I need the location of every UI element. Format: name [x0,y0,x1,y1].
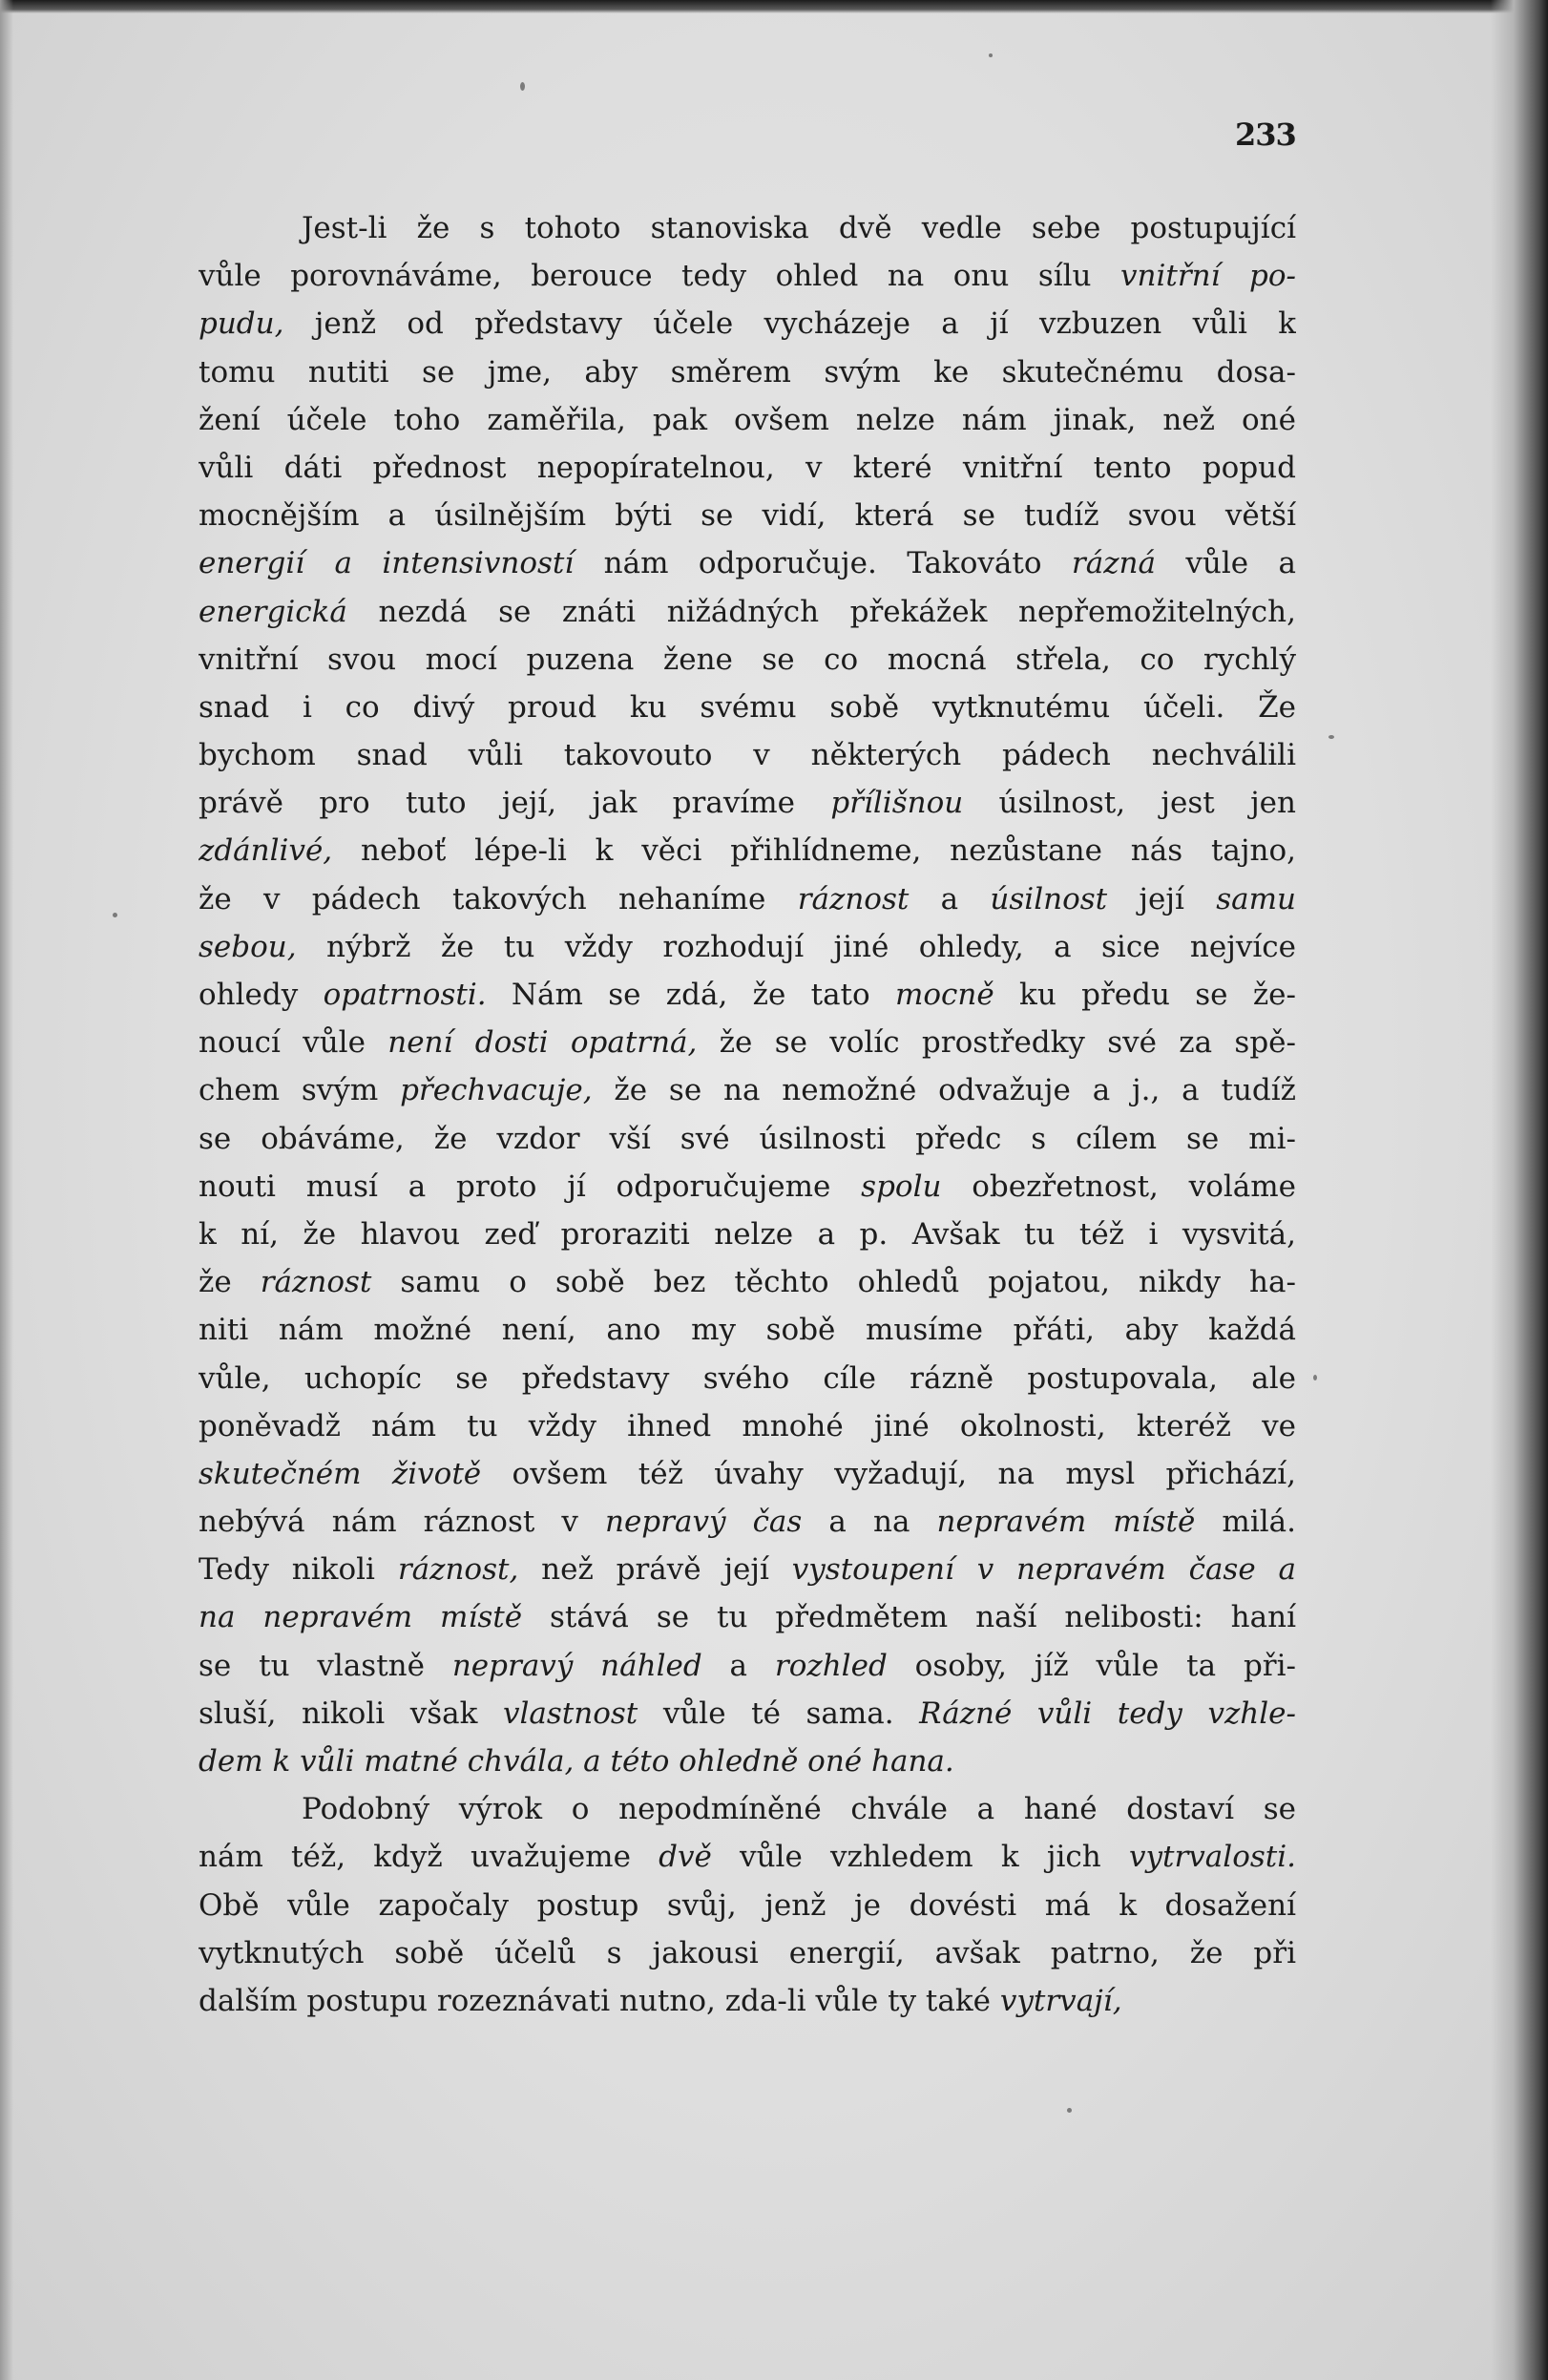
text-line [199,588,1296,636]
text-line [199,1690,1296,1738]
text-segment: bychom snad vůli takovouto v některých pádech nechválili [199,738,1296,773]
text-line [199,204,1296,252]
text-segment: vůle a [1156,546,1296,581]
text-line [199,1546,1296,1593]
text-segment: že se volíc prostředky své za spě- [697,1025,1296,1061]
text-segment: úsilnost, jest jen [963,786,1296,821]
text-segment: vůle té sama. [638,1695,920,1731]
text-segment: Tedy nikoli [199,1552,398,1588]
text-segment: než právě její [518,1552,792,1588]
text-line [199,1738,1296,1785]
text-segment: stává se tu předmětem naší nelibosti: haní [522,1600,1296,1635]
text-segment: neboť lépe-li k věci přihlídneme, nezůstane nás tajno, [332,833,1296,869]
scan-speck [1313,1375,1317,1380]
text-segment: obezřetnost, voláme [941,1169,1296,1204]
text-segment: vůle, uchopíc se představy svého cíle rázně postupovala, ale [199,1360,1296,1396]
scan-speck [1328,735,1334,739]
text-line [199,1115,1296,1163]
emphasis-text: pudu, [199,306,284,342]
page-number: 233 [1235,116,1296,153]
text-segment: žení účele toho zaměřila, pak ovšem nelze nám jinak, než oné [199,402,1296,437]
text-segment: Jest-li že s tohoto stanoviska dvě vedle sebe postupující [302,211,1296,245]
text-segment: že v pádech takových nehaníme [199,881,798,916]
text-segment: právě pro tuto její, jak pravíme [199,786,831,821]
emphasis-text: přílišnou [830,786,964,821]
text-segment: že [199,1265,261,1300]
text-segment: vůli dáti přednost nepopíratelnou, v které vnitřní tento popud [199,450,1296,485]
emphasis-text: spolu [861,1169,942,1204]
text-segment: vůle vzhledem k jich [711,1840,1129,1875]
text-line [199,684,1296,731]
emphasis-text: mocně [895,978,994,1012]
emphasis-text: ráznost [260,1265,372,1300]
text-line [199,1355,1296,1402]
text-segment: vytknutých sobě účelů s jakousi energií, avšak patrno, že při [199,1935,1296,1970]
text-line [199,348,1296,396]
emphasis-text: sebou, [199,929,297,964]
text-line [199,636,1296,684]
text-line [199,492,1296,539]
text-line [199,1306,1296,1354]
text-segment: dalším postupu rozeznávati nutno, zda-li vůle ty také [199,1983,1000,2018]
text-line [199,1211,1296,1258]
text-line [199,444,1296,492]
text-segment: vůle porovnáváme, berouce tedy ohled na onu sílu [199,259,1120,294]
text-line [199,396,1296,444]
text-line [199,1066,1296,1114]
emphasis-text: na nepravém místě [199,1600,523,1635]
emphasis-text: dem k vůli matné chvála, a této ohledně oné hana. [199,1744,954,1779]
emphasis-text: nepravém místě [936,1505,1196,1540]
text-line [199,971,1296,1019]
emphasis-text: vytrvají, [999,1983,1122,2018]
text-line [199,779,1296,827]
page-left-edge [0,0,13,2380]
text-segment: se obáváme, že vzdor vší své úsilnosti předc s cílem se mi- [199,1121,1296,1156]
text-segment: a [701,1648,775,1683]
text-segment: a na [802,1505,937,1540]
text-line [199,1402,1296,1450]
text-segment: chem svým [199,1073,401,1108]
scan-speck [113,913,117,917]
text-segment: Nám se zdá, že tato [486,978,895,1012]
emphasis-text: energická [199,594,347,629]
text-line [199,1258,1296,1306]
emphasis-text: opatrnosti. [323,978,487,1012]
text-line [199,1929,1296,1977]
text-line [199,539,1296,587]
emphasis-text: samu [1216,881,1296,916]
text-segment: poněvadž nám tu vždy ihned mnohé jiné okolnosti, kteréž ve [199,1408,1296,1443]
emphasis-text: rozhled [774,1648,888,1683]
text-segment: samu o sobě bez těchto ohledů pojatou, nikdy ha- [371,1265,1296,1300]
text-segment: niti nám možné není, ano my sobě musíme přáti, aby každá [199,1313,1296,1348]
text-segment: nám též, když uvažujeme [199,1840,659,1875]
emphasis-text: Rázné vůli tedy vzhle- [919,1695,1296,1731]
text-segment: snad i co divý proud ku svému sobě vytknutému účeli. Že [199,689,1296,725]
text-line [199,1163,1296,1211]
text-line [199,252,1296,300]
emphasis-text: energií a intensivností [199,546,575,581]
text-line [199,1450,1296,1498]
emphasis-text: není dosti opatrná, [387,1025,698,1061]
text-segment: jenž od představy účele vycházeje a jí vzbuzen vůli k [283,306,1296,342]
text-line [199,1785,1296,1833]
text-segment: Obě vůle započaly postup svůj, jenž je dovésti má k dosažení [199,1887,1296,1923]
text-segment: nebývá nám ráznost v [199,1505,605,1540]
text-line [199,731,1296,779]
emphasis-text: přechvacuje, [400,1073,593,1108]
text-segment: její [1107,881,1217,916]
text-segment: Podobný výrok o nepodmíněné chvále a hané dostaví se [302,1792,1296,1827]
text-segment: ohledy [199,978,324,1012]
emphasis-text: dvě [659,1840,712,1875]
text-line [199,1019,1296,1066]
scan-speck [989,53,993,57]
emphasis-text: zdánlivé, [199,833,333,869]
text-line [199,1977,1296,2025]
text-segment: sluší, nikoli však [199,1695,503,1731]
text-segment: nám odporučuje. Takováto [574,546,1072,581]
emphasis-text: ráznost [797,881,910,916]
text-line [199,1833,1296,1881]
text-segment: nezdá se znáti nižádných překážek nepřemožitelných, [346,594,1296,629]
emphasis-text: úsilnost [990,881,1108,916]
text-segment: nouti musí a proto jí odporučujeme [199,1169,862,1204]
emphasis-text: nepravý náhled [451,1648,702,1683]
text-segment: mocnějším a úsilnějším býti se vidí, která se tudíž svou větší [199,498,1296,534]
text-segment: že se na nemožné odvažuje a j., a tudíž [592,1073,1296,1108]
text-segment: vnitřní svou mocí puzena žene se co mocná střela, co rychlý [199,642,1296,677]
scan-speck [1067,2108,1072,2113]
text-segment: k ní, že hlavou zeď proraziti nelze a p. Avšak tu též i vysvitá, [199,1216,1296,1252]
text-line [199,875,1296,923]
page-top-edge [0,0,1548,13]
text-segment: a [909,881,991,916]
text-line [199,1642,1296,1690]
body-text [199,204,1296,2025]
emphasis-text: vnitřní po- [1120,259,1296,294]
text-segment: nýbrž že tu vždy rozhodují jiné ohledy, a sice nejvíce [296,929,1296,964]
text-line [199,1498,1296,1546]
emphasis-text: ráznost, [397,1552,519,1588]
text-line [199,1882,1296,1929]
text-segment: se tu vlastně [199,1648,452,1683]
emphasis-text: vystoupení v nepravém čase a [791,1552,1296,1588]
text-segment: milá. [1195,1505,1296,1540]
text-line [199,827,1296,874]
page-right-edge [1491,0,1548,2380]
text-segment: ku předu se že- [994,978,1296,1012]
emphasis-text: rázná [1071,546,1157,581]
text-line [199,923,1296,971]
emphasis-text: nepravý čas [605,1505,803,1540]
text-line [199,1593,1296,1641]
scan-speck [520,82,525,91]
text-segment: tomu nutiti se jme, aby směrem svým ke skutečnému dosa- [199,354,1296,390]
emphasis-text: skutečném životě [199,1456,482,1491]
emphasis-text: vytrvalosti. [1128,1840,1296,1875]
emphasis-text: vlastnost [502,1695,638,1731]
text-segment: osoby, jíž vůle ta při- [887,1648,1296,1683]
text-segment: noucí vůle [199,1025,388,1061]
text-segment: ovšem též úvahy vyžadují, na mysl přichází, [481,1456,1296,1491]
text-line [199,300,1296,348]
